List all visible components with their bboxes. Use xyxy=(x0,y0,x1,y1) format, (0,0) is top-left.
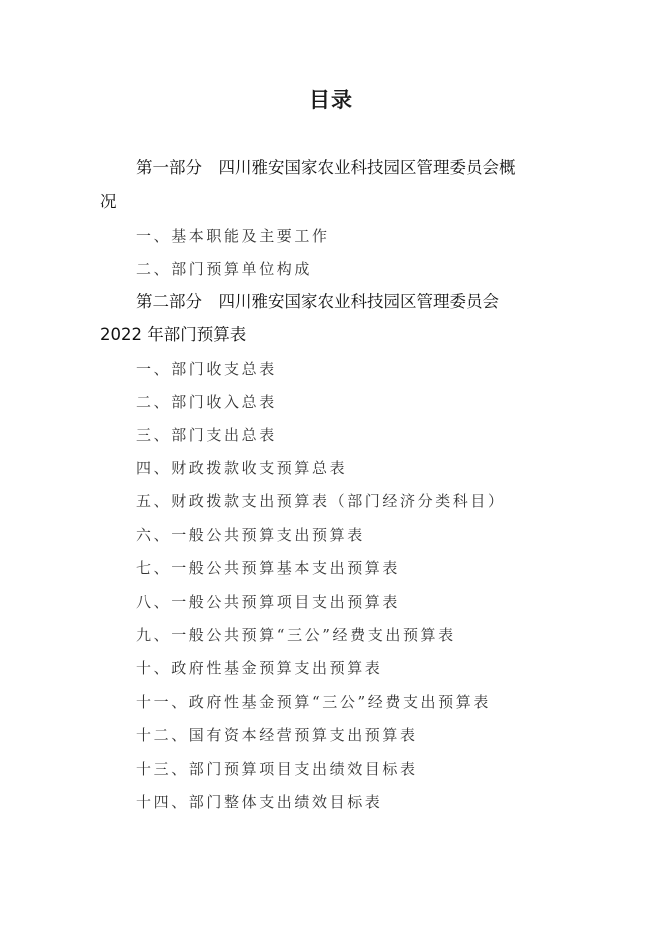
part-2-heading: 第二部分 四川雅安国家农业科技园区管理委员会 xyxy=(136,292,499,311)
part-1-heading-continued: 况 xyxy=(100,192,117,211)
toc-item[interactable]: 二、部门预算单位构成 xyxy=(136,260,313,278)
toc-item[interactable]: 九、一般公共预算“三公”经费支出预算表 xyxy=(136,626,456,644)
toc-item[interactable]: 二、部门收入总表 xyxy=(136,393,277,411)
toc-item[interactable]: 十四、部门整体支出绩效目标表 xyxy=(136,793,383,811)
toc-item[interactable]: 五、财政拨款支出预算表（部门经济分类科目） xyxy=(136,492,506,510)
toc-item[interactable]: 十二、国有资本经营预算支出预算表 xyxy=(136,726,418,744)
toc-item[interactable]: 一、基本职能及主要工作 xyxy=(136,227,330,245)
toc-item[interactable]: 六、一般公共预算支出预算表 xyxy=(136,526,365,544)
toc-item[interactable]: 三、部门支出总表 xyxy=(136,426,277,444)
toc-item[interactable]: 八、一般公共预算项目支出预算表 xyxy=(136,593,401,611)
toc-item[interactable]: 四、财政拨款收支预算总表 xyxy=(136,459,348,477)
page-title: 目录 xyxy=(309,88,353,112)
part-2-heading-continued: 2022 年部门预算表 xyxy=(100,325,247,344)
toc-item[interactable]: 十、政府性基金预算支出预算表 xyxy=(136,659,383,677)
toc-item[interactable]: 一、部门收支总表 xyxy=(136,360,277,378)
part-1-heading: 第一部分 四川雅安国家农业科技园区管理委员会概 xyxy=(136,158,516,177)
toc-item[interactable]: 十一、政府性基金预算“三公”经费支出预算表 xyxy=(136,693,491,711)
toc-item[interactable]: 七、一般公共预算基本支出预算表 xyxy=(136,559,401,577)
toc-item[interactable]: 十三、部门预算项目支出绩效目标表 xyxy=(136,760,418,778)
